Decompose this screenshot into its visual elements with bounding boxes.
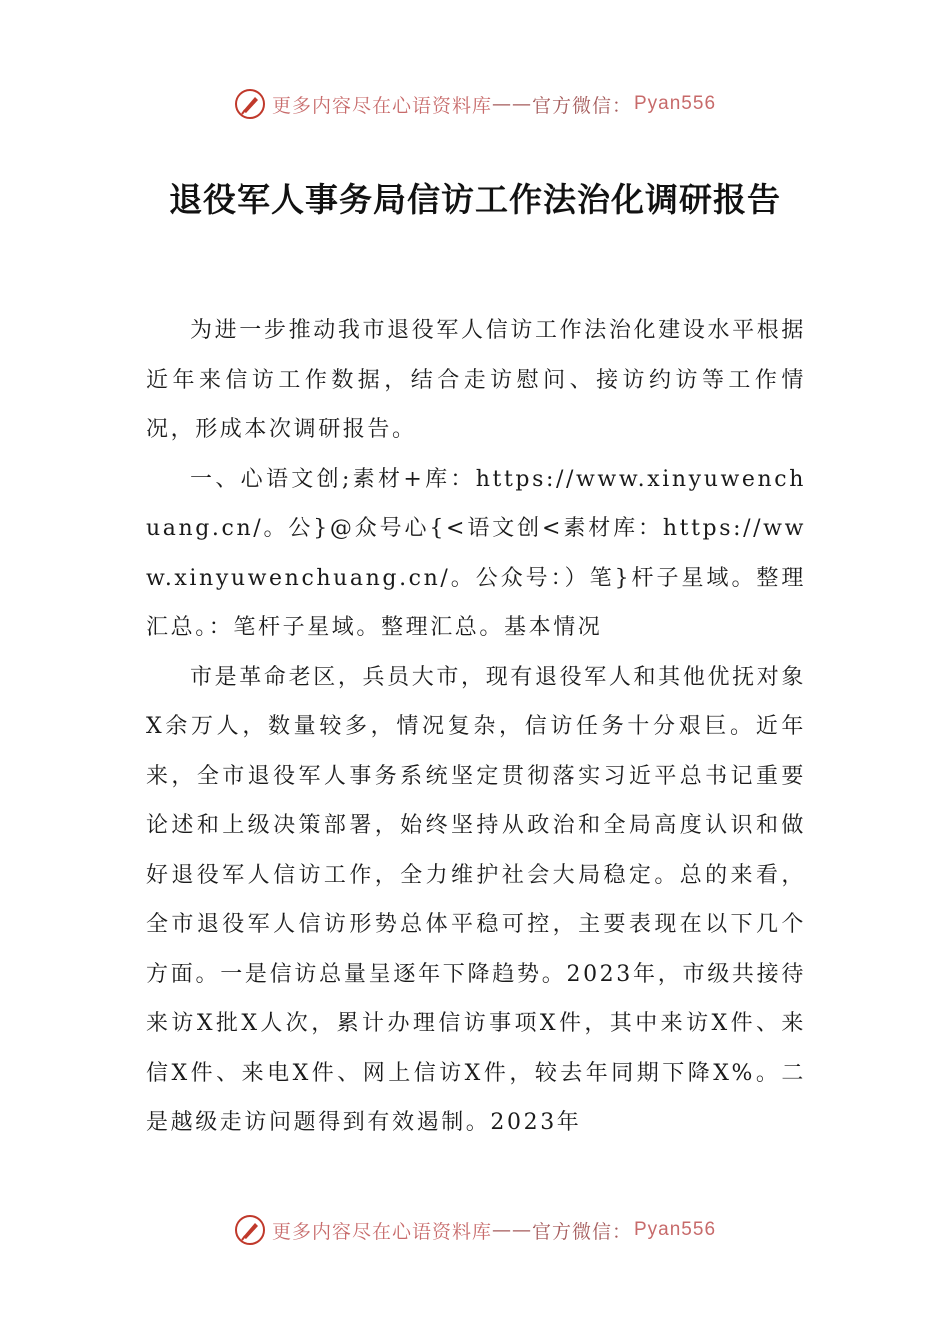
banner-wechat-id: Pyan556 bbox=[634, 1219, 717, 1240]
paragraph-intro: 为进一步推动我市退役军人信访工作法治化建设水平根据近年来信访工作数据，结合走访慰问、接访约访等工作情况，形成本次调研报告。 bbox=[146, 318, 806, 442]
banner-dash: —— bbox=[491, 1219, 532, 1241]
banner-wechat-label: 官方微信： bbox=[531, 1220, 632, 1243]
header-banner bbox=[0, 84, 950, 124]
pen-logo-icon bbox=[234, 1214, 266, 1246]
banner-slogan: 更多内容尽在心语资料库 bbox=[271, 1220, 492, 1243]
pen-logo-icon bbox=[234, 88, 266, 120]
document-body bbox=[146, 306, 806, 1148]
banner-wechat-id: Pyan556 bbox=[634, 93, 717, 114]
footer-banner bbox=[0, 1210, 950, 1250]
document-title: 退役军人事务局信访工作法治化调研报告 bbox=[169, 180, 781, 219]
banner-dash: —— bbox=[491, 93, 532, 115]
paragraph-situation: 市是革命老区，兵员大市，现有退役军人和其他优抚对象X余万人，数量较多，情况复杂，信访任务十分艰巨。近年来，全市退役军人事务系统坚定贯彻落实习近平总书记重要论述和上级决策部署，始终坚持从政治和全局高度认识和做好退役军人信访工作，全力维护社会大局稳定。总的来看，全市退役军人信访形势总体平稳可控，主要表现在以下几个方面。一是信访总量呈逐年下降趋势。2023年，市级共接待来访X批X人次，累计办理信访事项X件，其中来访X件、来信X件、来电X件、网上信访X件，较去年同期下降X%。二是越级走访问题得到有效遏制。2023年 bbox=[146, 664, 806, 1135]
banner-slogan: 更多内容尽在心语资料库 bbox=[271, 94, 492, 117]
paragraph-section-heading: 一、心语文创;素材+库：https://www.xinyuwenchuang.cn/。公}@众号心{<语文创<素材库：https://www.xinyuwenchuang.cn/。公众号：）笔}杆子星域。整理汇总。：笔杆子星域。整理汇总。基本情况 bbox=[146, 466, 806, 640]
banner-wechat-label: 官方微信： bbox=[531, 94, 632, 117]
